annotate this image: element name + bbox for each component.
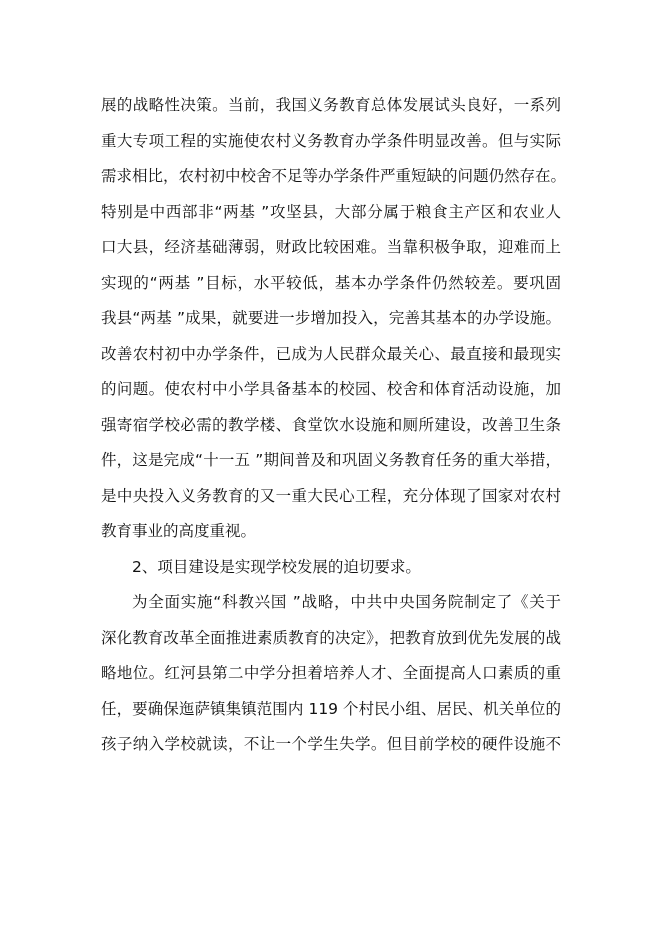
paragraph-1 (101, 88, 567, 550)
text-line: 是中央投入义务教育的又一重大民心工程，充分体现了国家对农村 (101, 486, 561, 505)
text-line: 略地位。红河县第二中学分担着培养人才、全面提高人口素质的重 (101, 664, 561, 682)
text-line: 强寄宿学校必需的教学楼、食堂饮水设施和厕所建设，改善卫生条 (101, 415, 561, 434)
text-line: 为全面实施“科教兴国 ”战略，中共中央国务院制定了《关于 (132, 593, 561, 611)
text-line: 需求相比，农村初中校舍不足等办学条件严重短缺的问题仍然存在。 (101, 167, 567, 185)
text-line: 教育事业的高度重视。 (101, 522, 257, 540)
paragraph-2 (101, 585, 561, 763)
text-line: 口大县，经济基础薄弱，财政比较困难。当靠积极争取，迎难而上 (101, 238, 561, 256)
text-line: 实现的“两基 ”目标，水平较低，基本办学条件仍然较差。要巩固 (101, 273, 561, 292)
text-line: 展的战略性决策。当前，我国义务教育总体发展试头良好，一系列 (101, 96, 561, 114)
text-line: 重大专项工程的实施使农村义务教育办学条件明显改善。但与实际 (101, 131, 561, 150)
section-heading: 2、项目建设是实现学校发展的迫切要求。 (132, 557, 421, 576)
text-line: 孩子纳入学校就读，不让一个学生失学。但目前学校的硬件设施不 (101, 735, 561, 753)
text-line: 深化教育改革全面推进素质教育的决定》，把教育放到优先发展的战 (101, 628, 561, 647)
text-line: 我县“两基 ”成果，就要进一步增加投入，完善其基本的办学设施。 (101, 309, 561, 327)
text-line: 任，要确保迤萨镇集镇范围内 119 个村民小组、居民、机关单位的 (101, 699, 561, 718)
text-line: 的问题。使农村中小学具备基本的校园、校舍和体育活动设施，加 (101, 380, 561, 398)
text-line: 件，这是完成“十一五 ”期间普及和巩固义务教育任务的重大举措， (101, 451, 561, 469)
text-line: 改善农村初中办学条件，已成为人民群众最关心、最直接和最现实 (101, 344, 561, 363)
text-line: 特别是中西部非“两基 ”攻坚县，大部分属于粮食主产区和农业人 (101, 202, 561, 221)
document-body (101, 88, 567, 763)
